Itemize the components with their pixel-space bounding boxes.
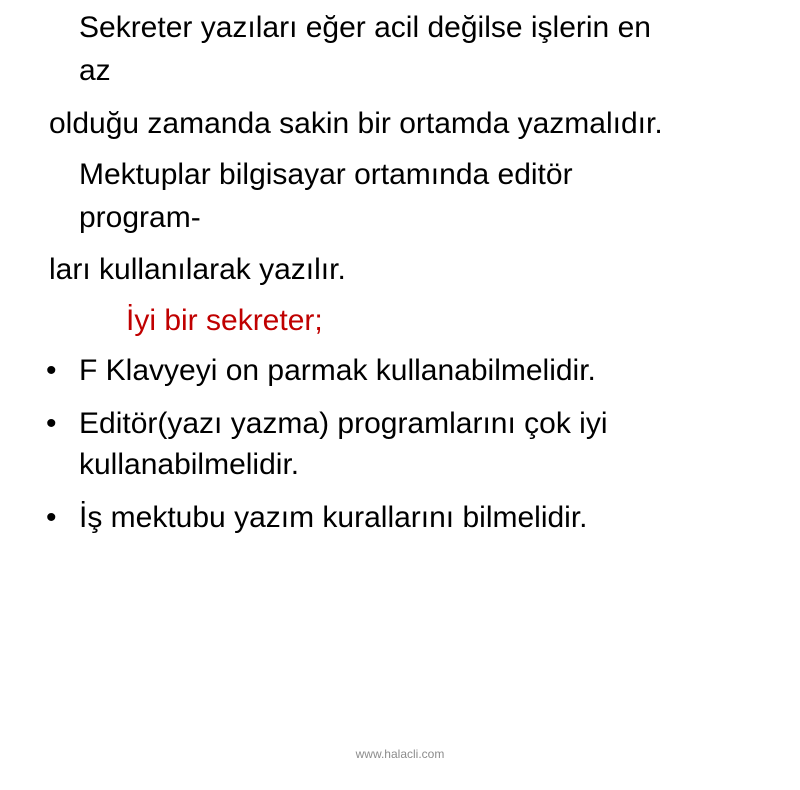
paragraph-line: ları kullanılarak yazılır.	[49, 253, 346, 286]
bullet-marker: •	[46, 501, 57, 534]
bullet-text: Editör(yazı yazma) programlarını çok iyi	[79, 407, 608, 440]
paragraph-line: olduğu zamanda sakin bir ortamda yazmalıdır.	[49, 107, 663, 140]
paragraph-line: program-	[79, 201, 201, 234]
bullet-text: kullanabilmelidir.	[79, 448, 300, 481]
section-heading: İyi bir sekreter;	[126, 304, 323, 337]
bullet-text: F Klavyeyi on parmak kullanabilmelidir.	[79, 354, 596, 387]
bullet-marker: •	[46, 407, 57, 440]
paragraph-line: az	[79, 54, 111, 87]
bullet-text: İş mektubu yazım kurallarını bilmelidir.	[79, 501, 588, 534]
bullet-marker: •	[46, 354, 57, 387]
paragraph-line: Sekreter yazıları eğer acil değilse işlerin en	[79, 11, 651, 44]
footer-url: www.halacli.com	[355, 747, 445, 761]
paragraph-line: Mektuplar bilgisayar ortamında editör	[79, 158, 573, 191]
